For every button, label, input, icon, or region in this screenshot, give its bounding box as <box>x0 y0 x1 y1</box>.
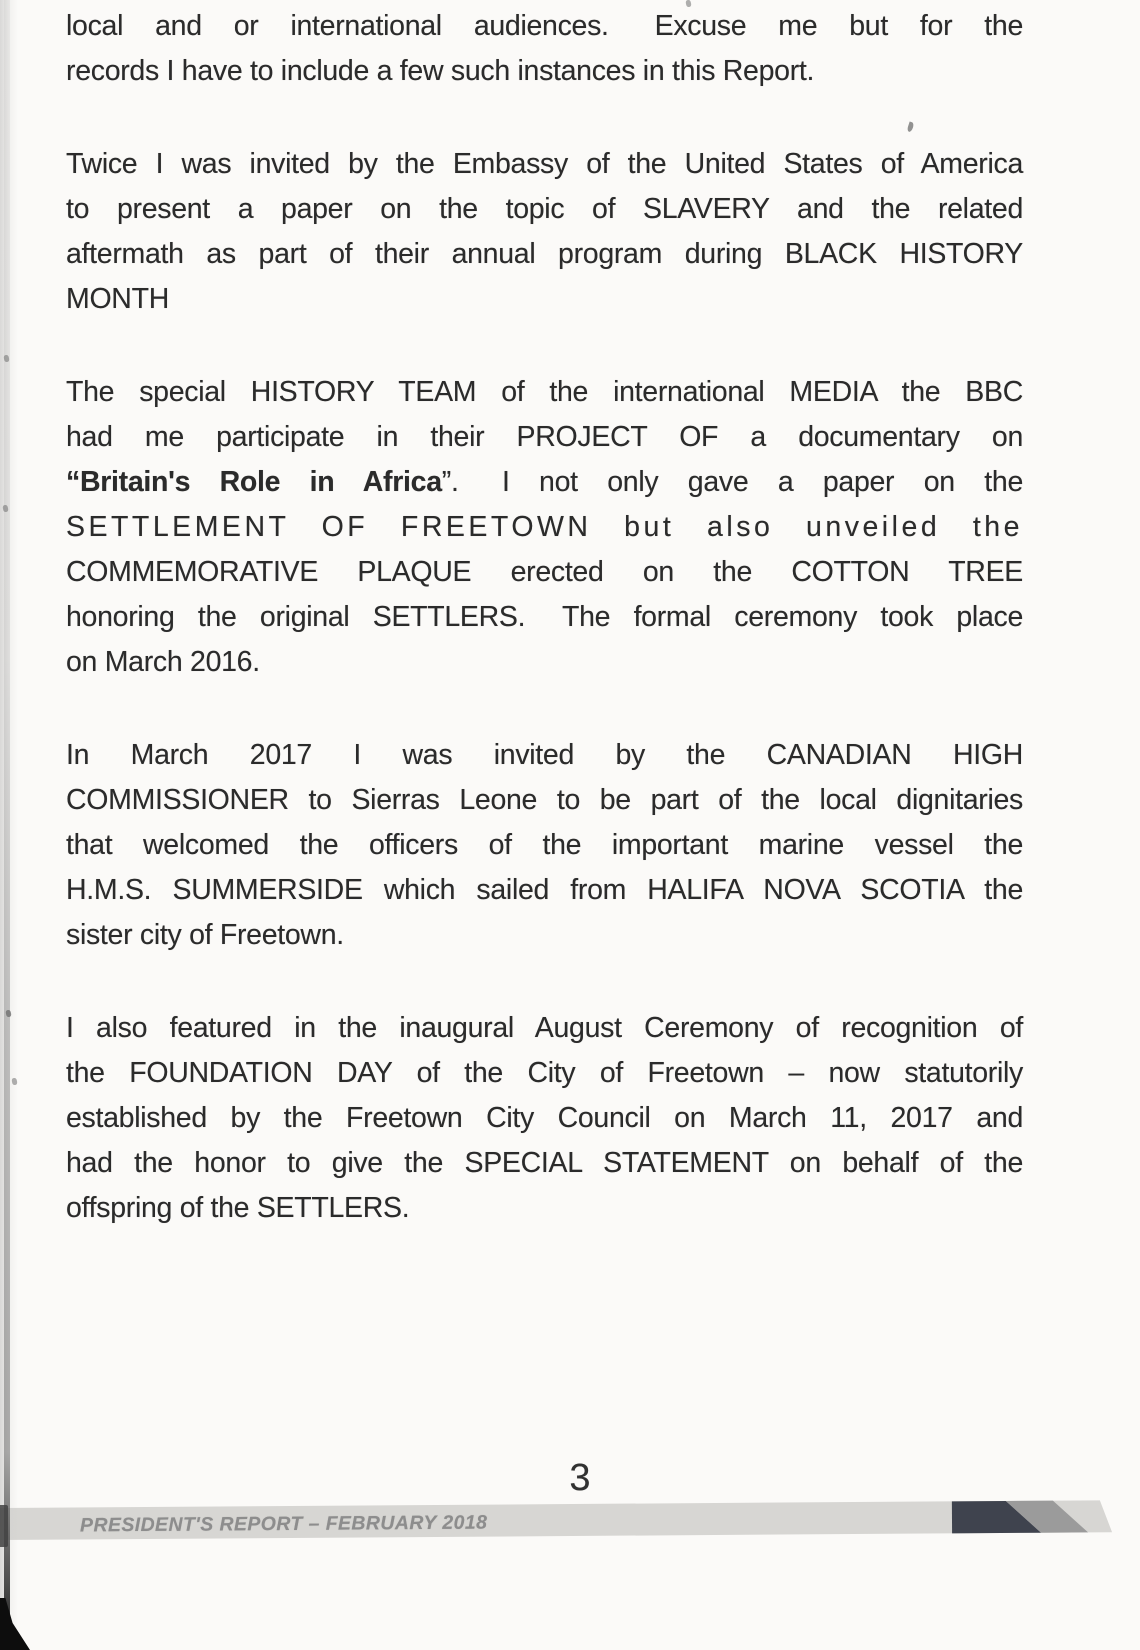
text-line <box>66 778 1023 823</box>
text-segment: ”. I not only gave a paper on the <box>441 466 1023 498</box>
text-segment: In March 2017 I was invited by the CANADIAN HIGH <box>66 739 1023 771</box>
scan-bar-edge-mark <box>0 1505 8 1547</box>
text-line <box>66 415 1023 460</box>
text-segment: on March 2016. <box>66 646 260 678</box>
text-line <box>66 595 1023 640</box>
text-segment: had me participate in their PROJECT OF a documentary on <box>66 421 1023 453</box>
document-body <box>66 4 1023 1279</box>
text-segment: I also featured in the inaugural August Ceremony of recognition of <box>66 1012 1023 1044</box>
text-segment: aftermath as part of their annual program during BLACK HISTORY <box>66 238 1023 270</box>
text-line <box>66 1006 1023 1051</box>
text-segment: local and or international audiences. Excuse me but for the <box>66 10 1023 42</box>
footer-title: PRESIDENT'S REPORT – FEBRUARY 2018 <box>79 1511 488 1537</box>
text-line <box>66 868 1023 913</box>
text-line <box>66 640 1023 685</box>
text-line <box>66 1096 1023 1141</box>
paragraph <box>66 1006 1023 1231</box>
text-line <box>66 277 1023 322</box>
text-segment: had the honor to give the SPECIAL STATEMENT on behalf of the <box>66 1147 1023 1179</box>
scan-speck <box>685 0 691 7</box>
text-line <box>66 733 1023 778</box>
bold-text-segment: “Britain's Role in Africa <box>66 466 442 498</box>
text-line <box>66 49 1023 94</box>
paragraph <box>66 733 1023 958</box>
text-segment: the FOUNDATION DAY of the City of Freetown – now statutorily <box>66 1057 1023 1089</box>
text-line <box>66 1186 1023 1231</box>
text-segment: COMMISSIONER to Sierras Leone to be part of the local dignitaries <box>66 784 1023 816</box>
text-segment: that welcomed the officers of the important marine vessel the <box>66 829 1023 861</box>
text-line <box>66 913 1023 958</box>
paragraph <box>66 142 1023 322</box>
text-line <box>66 460 1023 505</box>
paragraph <box>66 370 1023 685</box>
text-line <box>66 370 1023 415</box>
text-line <box>66 550 1023 595</box>
text-line <box>66 1141 1023 1186</box>
footer-bar <box>0 1498 1130 1542</box>
paragraph <box>66 4 1023 94</box>
text-segment: offspring of the SETTLERS. <box>66 1192 410 1224</box>
text-segment: H.M.S. SUMMERSIDE which sailed from HALIFA NOVA SCOTIA the <box>66 874 1023 906</box>
text-segment: sister city of Freetown. <box>66 919 344 951</box>
text-segment: The special HISTORY TEAM of the international MEDIA the BBC <box>66 376 1023 408</box>
text-line <box>66 505 1023 550</box>
scan-edge-line <box>4 0 10 1650</box>
text-segment: MONTH <box>66 283 169 315</box>
text-line <box>66 232 1023 277</box>
text-segment: SETTLEMENT OF FREETOWN but also unveiled the <box>66 511 1023 543</box>
text-segment: records I have to include a few such instances in this Report. <box>66 55 815 87</box>
page-number: 3 <box>569 1457 591 1499</box>
text-segment: COMMEMORATIVE PLAQUE erected on the COTTON TREE <box>66 556 1023 588</box>
text-line <box>66 823 1023 868</box>
text-line <box>66 4 1023 49</box>
text-line <box>66 187 1023 232</box>
text-segment: established by the Freetown City Council on March 11, 2017 and <box>66 1102 1023 1134</box>
text-segment: to present a paper on the topic of SLAVERY and the related <box>66 193 1023 225</box>
text-segment: Twice I was invited by the Embassy of the United States of America <box>66 148 1023 180</box>
text-line <box>66 1051 1023 1096</box>
text-line <box>66 142 1023 187</box>
text-segment: honoring the original SETTLERS. The formal ceremony took place <box>66 601 1023 633</box>
